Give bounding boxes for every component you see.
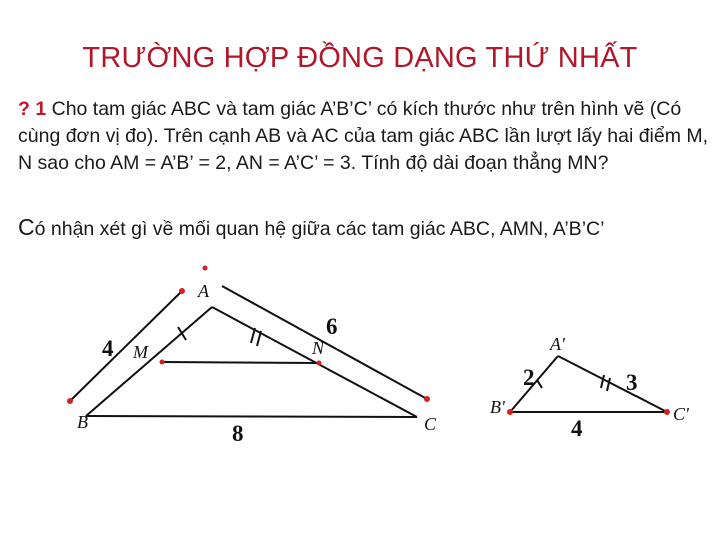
- tick-mark-A2C2-2: [607, 378, 610, 391]
- length-AB: 4: [102, 336, 114, 361]
- label-B: B: [77, 412, 88, 432]
- question-2-text: ó nhận xét gì về mối quan hệ giữa các tam giác ABC, AMN, A’B’C’: [34, 218, 605, 240]
- tick-mark-A2B2: [537, 380, 542, 388]
- label-B2: B': [490, 397, 505, 417]
- slide-title: TRƯỜNG HỢP ĐỒNG DẠNG THỨ NHẤT: [82, 42, 638, 74]
- segment-A2C2: [558, 356, 667, 412]
- parallel-line-AC: [222, 286, 427, 399]
- question-2-first-letter: C: [18, 214, 35, 240]
- question-marker: ? 1: [18, 98, 47, 120]
- problem-statement: Cho tam giác ABC và tam giác A’B’C’ có kích thước như trên hình vẽ (Có cùng đơn vị đo). Trên cạnh AB và AC của tam giác ABC lần lượt lấy hai điểm M, N sao cho AM = A’B’ = 2, AN = A’C’ = 3. Tính độ dài đoạn thẳng MN?: [18, 98, 709, 174]
- length-BC: 8: [232, 421, 244, 446]
- tick-mark-A2C2-1: [601, 375, 604, 388]
- point-C2: [664, 409, 670, 415]
- label-C2: C': [673, 404, 689, 424]
- point-C: [424, 396, 430, 402]
- point-B2: [507, 409, 513, 415]
- label-A2: A': [550, 334, 565, 354]
- length-B2C2: 4: [571, 416, 583, 441]
- length-A2C2: 3: [626, 370, 638, 395]
- length-AC: 6: [326, 314, 338, 339]
- point-A-offset: [179, 288, 185, 294]
- segment-MN: [162, 362, 319, 363]
- segment-BC: [86, 416, 417, 417]
- label-A: A: [198, 281, 209, 301]
- length-A2B2: 2: [523, 365, 535, 390]
- tick-mark-AN-1: [251, 328, 255, 343]
- point-N: [317, 361, 322, 366]
- point-B: [67, 398, 73, 404]
- label-C: C: [424, 414, 437, 434]
- parallel-line-AB: [70, 291, 182, 401]
- label-N: N: [312, 338, 325, 358]
- label-M: M: [133, 342, 148, 362]
- tick-mark-AM: [178, 327, 186, 340]
- point-M: [160, 360, 165, 365]
- point-A-top: [203, 266, 208, 271]
